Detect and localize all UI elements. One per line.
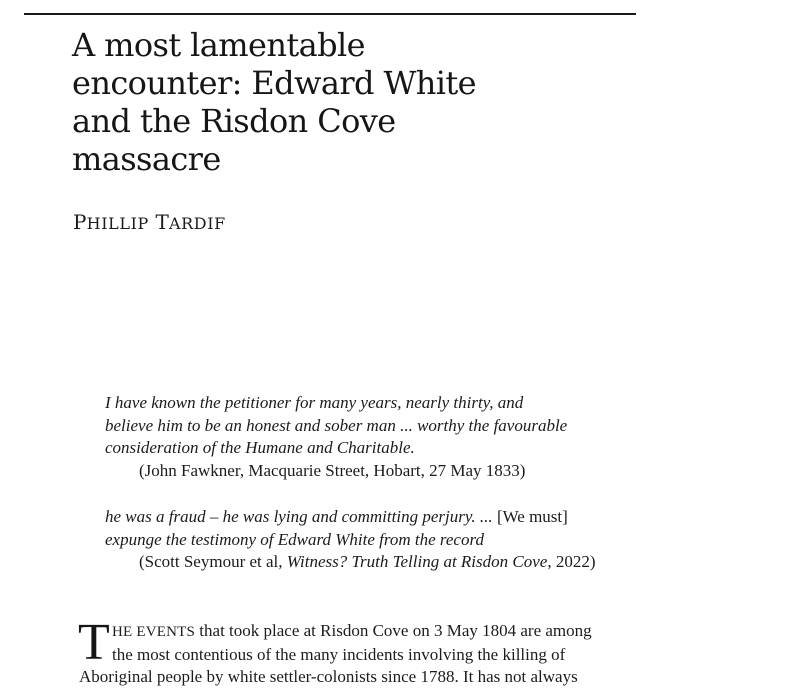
body-line: the most contentious of the many incidents involving the killing of	[112, 644, 566, 664]
top-rule	[24, 13, 636, 15]
body-line-rest: that took place at Risdon Cove on 3 May 1804 are among	[195, 621, 592, 640]
epigraph-line-italic: he was a fraud – he was lying and committing perjury. ...	[105, 507, 493, 526]
author-first-rest: HILLIP	[86, 214, 149, 233]
body-paragraph	[78, 614, 649, 689]
author-last-initial: T	[155, 210, 169, 234]
epigraph-line: believe him to be an honest and sober man ... worthy the favourable	[105, 415, 568, 435]
epigraph-line: consideration of the Humane and Charitable.	[105, 438, 415, 457]
article-title	[72, 26, 532, 178]
title-line: and the Risdon Cove	[72, 102, 396, 140]
title-line: A most lamentable	[72, 26, 365, 64]
drop-cap: T	[78, 614, 110, 671]
author-first-initial: P	[73, 210, 87, 234]
title-line: massacre	[72, 140, 221, 178]
epigraph-editorial-bracket: [We must]	[492, 507, 568, 526]
citation-suffix: , 2022)	[547, 552, 596, 571]
body-line: Aboriginal people by white settler-colonists since 1788. It has not always	[79, 667, 578, 686]
epigraph-citation	[105, 551, 596, 574]
epigraph-fawkner	[105, 392, 567, 482]
epigraph-line	[105, 506, 596, 529]
author-last-rest: ARDIF	[169, 214, 226, 233]
epigraph-line: expunge the testimony of Edward White from the record	[105, 529, 484, 549]
body-line	[79, 620, 649, 644]
citation-title: Witness? Truth Telling at Risdon Cove	[286, 552, 548, 571]
epigraph-citation: (John Fawkner, Macquarie Street, Hobart, 27 May 1833)	[139, 460, 526, 480]
title-line: encounter: Edward White	[72, 64, 476, 102]
epigraph-seymour	[105, 506, 596, 574]
citation-prefix: (Scott Seymour et al,	[139, 552, 287, 571]
author-name	[73, 210, 226, 234]
epigraph-line: I have known the petitioner for many years, nearly thirty, and	[105, 393, 524, 412]
body-lead-caps: HE EVENTS	[112, 624, 196, 640]
